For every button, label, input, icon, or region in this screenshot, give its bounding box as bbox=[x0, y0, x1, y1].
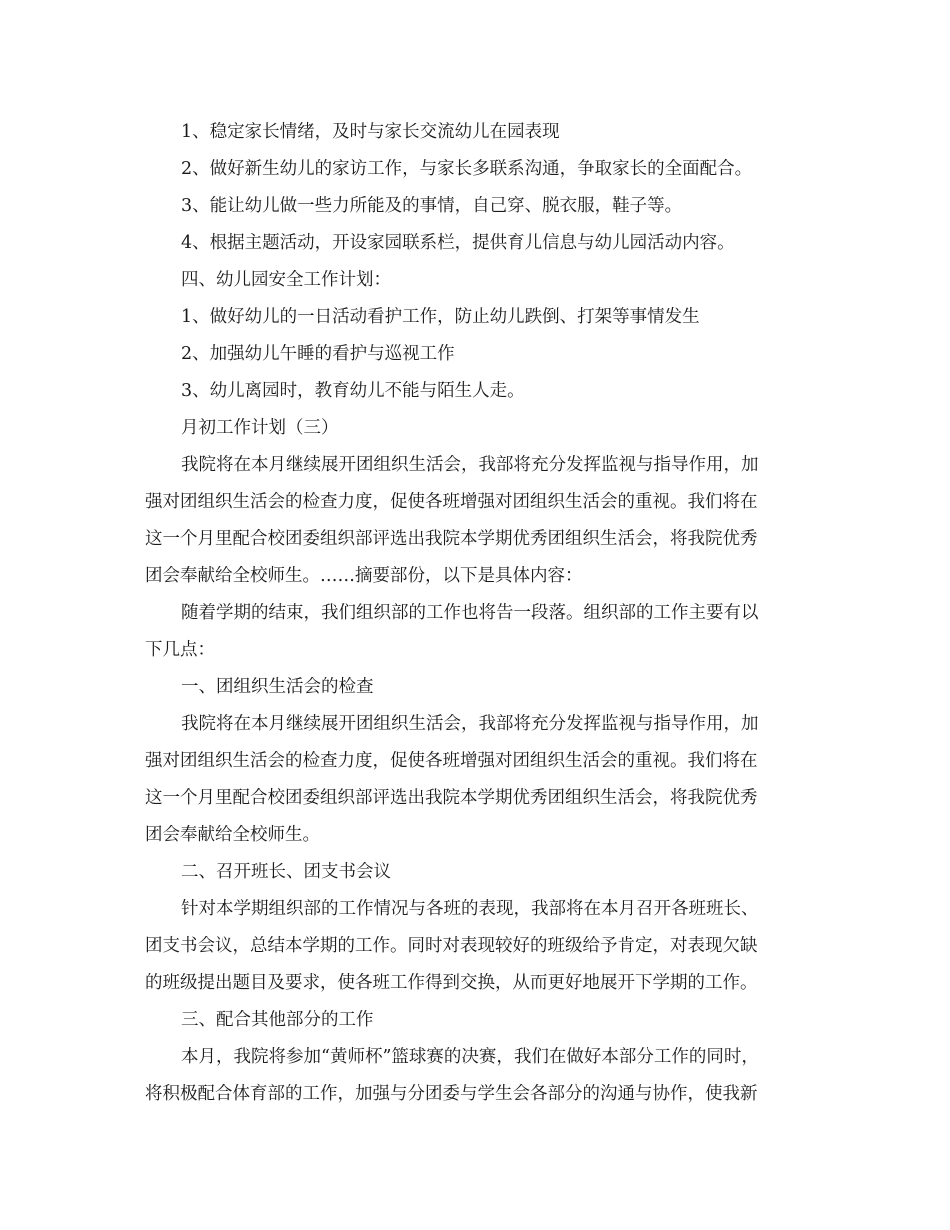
section-heading: 二、召开班长、团支书会议 bbox=[181, 862, 391, 882]
text-line: 团会奉献给全校师生。……摘要部份，以下是具体内容： bbox=[145, 566, 583, 586]
text-line: 这一个月里配合校团委组织部评选出我院本学期优秀团组织生活会，将我院优秀 bbox=[145, 788, 758, 808]
section-heading: 三、配合其他部分的工作 bbox=[181, 1010, 374, 1030]
text-line: 强对团组织生活会的检查力度，促使各班增强对团组织生活会的重视。我们将在 bbox=[145, 751, 758, 771]
text-line: 3、幼儿离园时，教育幼儿不能与陌生人走。 bbox=[181, 381, 525, 401]
text-line: 这一个月里配合校团委组织部评选出我院本学期优秀团组织生活会，将我院优秀 bbox=[145, 529, 758, 549]
text-line: 1、做好幼儿的一日活动看护工作，防止幼儿跌倒、打架等事情发生 bbox=[181, 307, 700, 327]
text-line: 团会奉献给全校师生。 bbox=[145, 825, 320, 845]
text-line: 2、加强幼儿午睡的看护与巡视工作 bbox=[181, 344, 455, 364]
text-line: 4、根据主题活动，开设家园联系栏，提供育儿信息与幼儿园活动内容。 bbox=[181, 233, 735, 253]
text-line: 1、稳定家长情绪，及时与家长交流幼儿在园表现 bbox=[181, 122, 560, 142]
text-line: 随着学期的结束，我们组织部的工作也将告一段落。组织部的工作主要有以 bbox=[181, 603, 759, 623]
text-line: 我院将在本月继续展开团组织生活会，我部将充分发挥监视与指导作用，加 bbox=[181, 455, 759, 475]
section-heading: 一、团组织生活会的检查 bbox=[181, 677, 374, 697]
text-line: 强对团组织生活会的检查力度，促使各班增强对团组织生活会的重视。我们将在 bbox=[145, 492, 758, 512]
text-line: 的班级提出题目及要求，使各班工作得到交换，从而更好地展开下学期的工作。 bbox=[145, 973, 758, 993]
text-line: 下几点： bbox=[145, 640, 215, 660]
document-body bbox=[145, 114, 801, 1113]
text-line: 3、能让幼儿做一些力所能及的事情，自己穿、脱衣服，鞋子等。 bbox=[181, 196, 683, 216]
text-line: 将积极配合体育部的工作，加强与分团委与学生会各部分的沟通与协作，使我新 bbox=[145, 1084, 758, 1104]
section-heading: 四、幼儿园安全工作计划： bbox=[181, 270, 391, 290]
text-line: 团支书会议，总结本学期的工作。同时对表现较好的班级给予肯定，对表现欠缺 bbox=[145, 936, 758, 956]
text-line: 针对本学期组织部的工作情况与各班的表现，我部将在本月召开各班班长、 bbox=[181, 899, 759, 919]
text-line: 本月，我院将参加“黄师杯”篮球赛的决赛，我们在做好本部分工作的同时， bbox=[181, 1047, 759, 1067]
text-line: 2、做好新生幼儿的家访工作，与家长多联系沟通，争取家长的全面配合。 bbox=[181, 159, 753, 179]
section-heading: 月初工作计划（三） bbox=[181, 418, 339, 438]
text-line: 我院将在本月继续展开团组织生活会，我部将充分发挥监视与指导作用，加 bbox=[181, 714, 759, 734]
